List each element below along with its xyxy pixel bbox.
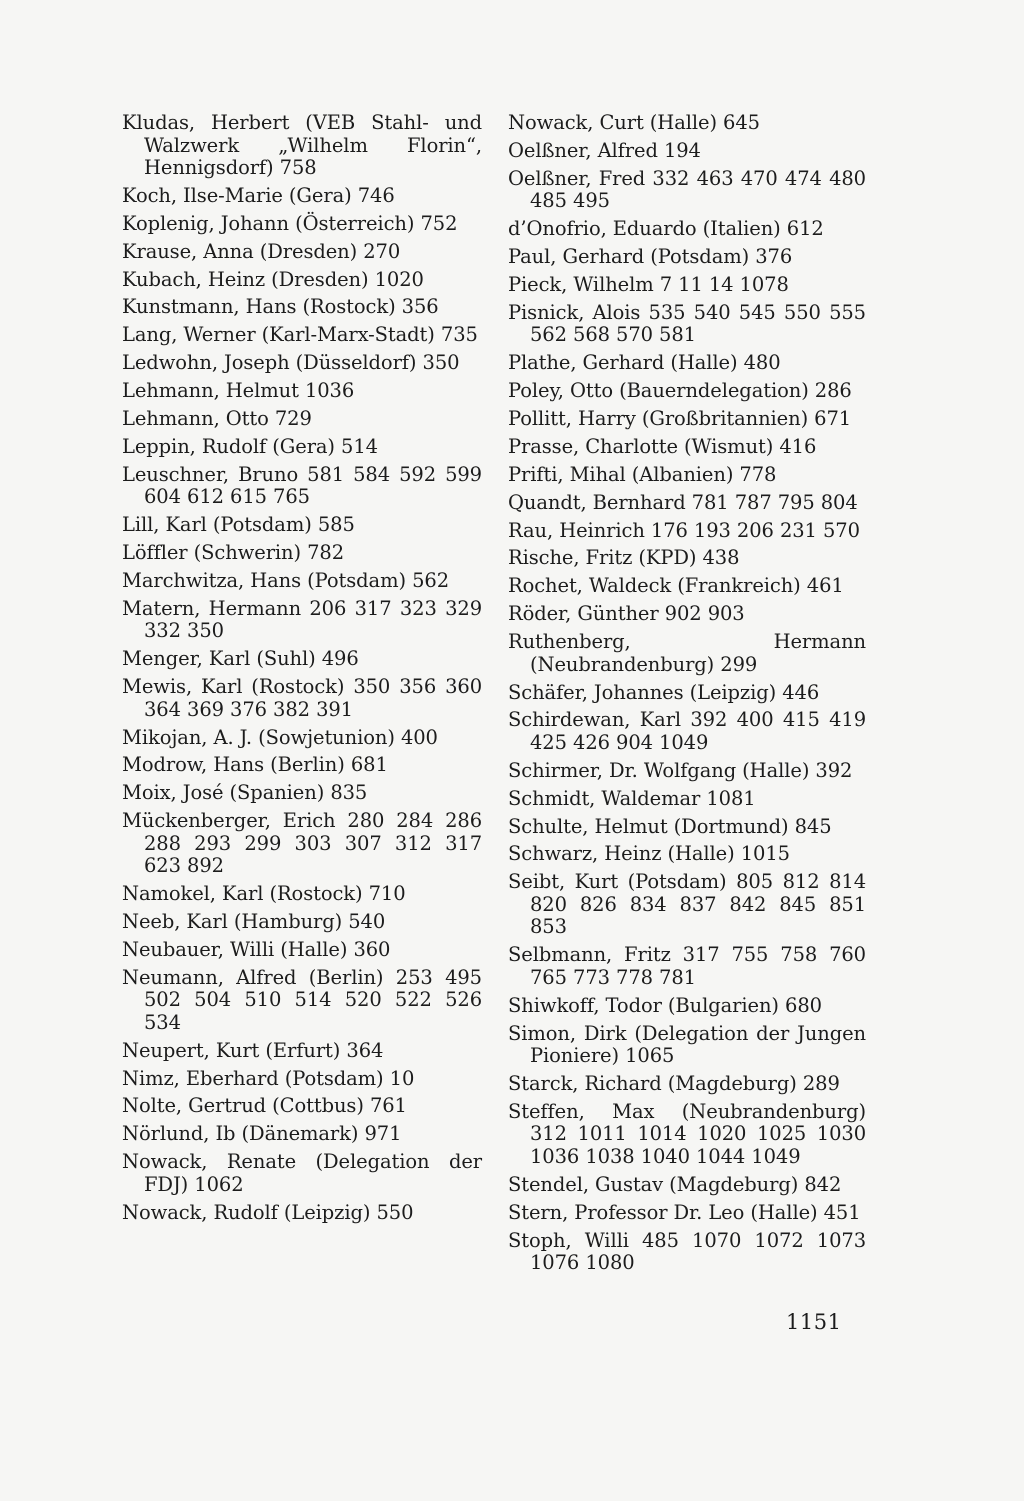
index-entry: Nowack, Curt (Halle) 645 — [508, 111, 760, 134]
index-entry: Modrow, Hans (Berlin) 681 — [122, 753, 388, 777]
index-entry: Neeb, Karl (Hamburg) 540 — [122, 909, 386, 933]
index-entry: Schirmer, Dr. Wolfgang (Halle) 392 — [508, 758, 853, 782]
index-entry: Nimz, Eberhard (Potsdam) 10 — [122, 1066, 415, 1090]
index-entry: Ruthenberg, Hermann (Neubrandenburg) 299 — [508, 630, 866, 676]
index-entry: Quandt, Bernhard 781 787 795 804 — [508, 490, 858, 514]
index-entry: Rochet, Waldeck (Frankreich) 461 — [508, 574, 844, 598]
index-entry: Ledwohn, Joseph (Düsseldorf) 350 — [122, 351, 460, 375]
index-column-left — [122, 112, 482, 1230]
index-entry: Simon, Dirk (Delegation der Jungen Pioniere) 1065 — [508, 1021, 866, 1068]
index-entry: Kubach, Heinz (Dresden) 1020 — [122, 267, 424, 291]
index-entry: Prasse, Charlotte (Wismut) 416 — [508, 434, 817, 458]
index-entry: Löffler (Schwerin) 782 — [122, 541, 345, 565]
index-entry: Leppin, Rudolf (Gera) 514 — [122, 434, 378, 458]
index-entry: Koplenig, Johann (Österreich) 752 — [122, 211, 458, 235]
index-entry: Lang, Werner (Karl-Marx-Stadt) 735 — [122, 323, 478, 347]
index-entry: Stern, Professor Dr. Leo (Halle) 451 — [508, 1200, 861, 1224]
index-entry: Menger, Karl (Suhl) 496 — [122, 647, 359, 671]
index-entry: Oelßner, Alfred 194 — [508, 138, 701, 162]
index-entry: Nörlund, Ib (Dänemark) 971 — [122, 1122, 402, 1146]
index-entry: Krause, Anna (Dresden) 270 — [122, 239, 401, 263]
index-entry: Shiwkoff, Todor (Bulgarien) 680 — [508, 993, 822, 1017]
index-entry: Seibt, Kurt (Potsdam) 805 812 814 820 826 834 837 842 845 851 853 — [508, 870, 866, 939]
index-entry: Stendel, Gustav (Magdeburg) 842 — [508, 1172, 842, 1196]
index-entry: Koch, Ilse-Marie (Gera) 746 — [122, 183, 395, 207]
index-entry: Nowack, Rudolf (Leipzig) 550 — [122, 1200, 414, 1224]
index-entry: Plathe, Gerhard (Halle) 480 — [508, 351, 781, 375]
index-entry: Kunstmann, Hans (Rostock) 356 — [122, 295, 439, 319]
index-entry: Schmidt, Waldemar 1081 — [508, 786, 756, 810]
index-entry: Pisnick, Alois 535 540 545 550 555 562 568 570 581 — [508, 300, 866, 347]
index-entry: Neupert, Kurt (Erfurt) 364 — [122, 1038, 384, 1062]
index-entry: Paul, Gerhard (Potsdam) 376 — [508, 245, 793, 269]
index-entry: Moix, José (Spanien) 835 — [122, 781, 368, 805]
index-entry: Mikojan, A. J. (Sowjetunion) 400 — [122, 725, 438, 749]
index-entry: Röder, Günther 902 903 — [508, 602, 745, 626]
index-entry: Schulte, Helmut (Dortmund) 845 — [508, 814, 832, 838]
index-entry: Pieck, Wilhelm 7 11 14 1078 — [508, 272, 789, 296]
index-entry: Mückenberger, Erich 280 284 286 288 293 299 303 307 312 317 623 892 — [122, 809, 482, 878]
index-entry: Selbmann, Fritz 317 755 758 760 765 773 778 781 — [508, 943, 866, 989]
index-entry: Oelßner, Fred 332 463 470 474 480 485 495 — [508, 166, 866, 213]
index-entry: Lehmann, Otto 729 — [122, 407, 312, 431]
index-entry: Nolte, Gertrud (Cottbus) 761 — [122, 1094, 407, 1118]
index-entry: Schirdewan, Karl 392 400 415 419 425 426 904 1049 — [508, 708, 866, 754]
index-entry: Pollitt, Harry (Großbritannien) 671 — [508, 407, 852, 431]
index-entry: Namokel, Karl (Rostock) 710 — [122, 882, 406, 906]
index-entry: d’Onofrio, Eduardo (Italien) 612 — [508, 217, 824, 241]
index-entry: Lehmann, Helmut 1036 — [122, 379, 355, 403]
index-entry: Nowack, Renate (Delegation der FDJ) 1062 — [122, 1150, 482, 1196]
index-entry: Schäfer, Johannes (Leipzig) 446 — [508, 680, 820, 704]
index-entry: Matern, Hermann 206 317 323 329 332 350 — [122, 596, 482, 643]
index-entry: Prifti, Mihal (Albanien) 778 — [508, 462, 777, 486]
index-column-right — [508, 112, 866, 1280]
index-entry: Stoph, Willi 485 1070 1072 1073 1076 1080 — [508, 1228, 866, 1274]
index-entry: Starck, Richard (Magdeburg) 289 — [508, 1071, 840, 1095]
index-entry: Neumann, Alfred (Berlin) 253 495 502 504 510 514 520 522 526 534 — [122, 965, 482, 1034]
index-entry: Schwarz, Heinz (Halle) 1015 — [508, 842, 790, 866]
index-entry: Marchwitza, Hans (Potsdam) 562 — [122, 568, 449, 592]
index-entry: Poley, Otto (Bauerndelegation) 286 — [508, 379, 852, 403]
index-entry: Lill, Karl (Potsdam) 585 — [122, 513, 355, 537]
index-entry: Rische, Fritz (KPD) 438 — [508, 546, 740, 570]
index-entry: Rau, Heinrich 176 193 206 231 570 — [508, 518, 860, 542]
page-number: 1151 — [786, 1310, 842, 1334]
index-entry: Steffen, Max (Neubrandenburg) 312 1011 1014 1020 1025 1030 1036 1038 1040 1044 1049 — [508, 1099, 866, 1168]
index-entry: Kludas, Herbert (VEB Stahl- und Walzwerk „Wilhelm Florin“, Hennigsdorf) 758 — [122, 111, 482, 179]
index-entry: Mewis, Karl (Rostock) 350 356 360 364 369 376 382 391 — [122, 675, 482, 721]
index-entry: Neubauer, Willi (Halle) 360 — [122, 937, 391, 961]
index-entry: Leuschner, Bruno 581 584 592 599 604 612 615 765 — [122, 462, 482, 509]
